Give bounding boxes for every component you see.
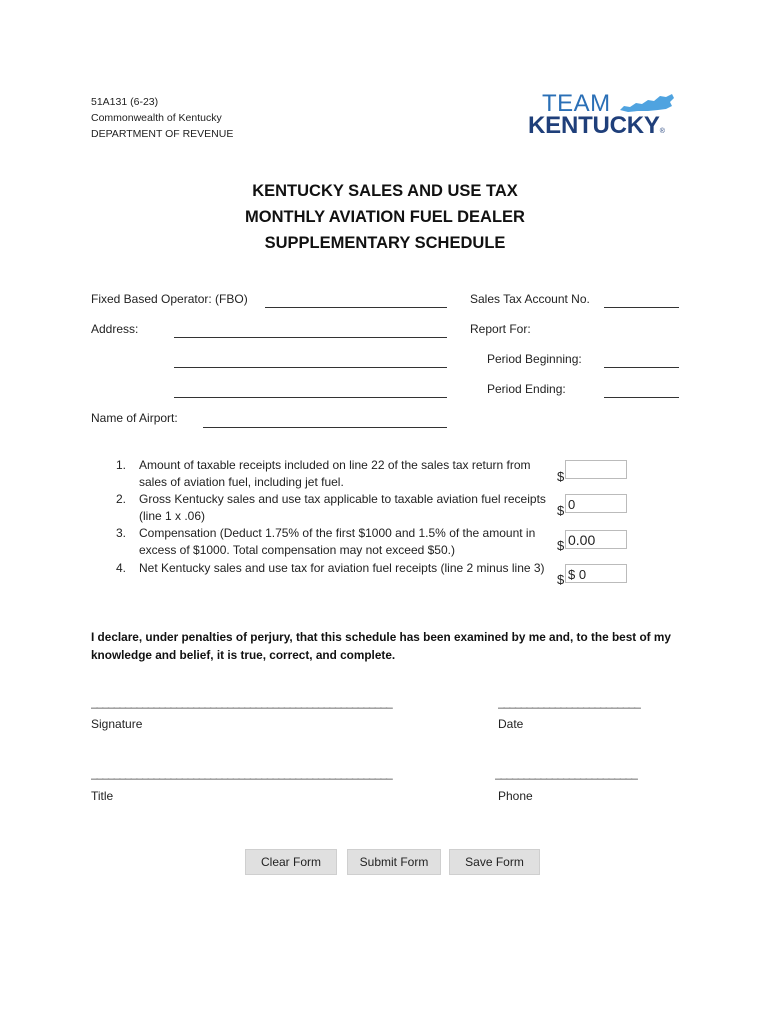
address-input-line-3[interactable] bbox=[174, 397, 447, 398]
signature-line[interactable]: _____________________________________________________ bbox=[91, 695, 392, 709]
item-number: 2. bbox=[116, 492, 127, 506]
submit-form-button[interactable]: Submit Form bbox=[347, 849, 441, 875]
form-number: 51A131 (6-23) bbox=[91, 96, 159, 108]
logo-kentucky-text bbox=[528, 112, 665, 140]
title-line[interactable]: _____________________________________________________ bbox=[91, 766, 392, 780]
fbo-input[interactable] bbox=[265, 307, 447, 308]
date-label: Date bbox=[498, 717, 524, 731]
item-text: Compensation (Deduct 1.75% of the first $1000 and 1.5% of the amount in excess of $1000. Total compensation may not exceed $50.) bbox=[139, 526, 536, 557]
account-label: Sales Tax Account No. bbox=[470, 292, 590, 306]
logo-team-text: TEAM bbox=[542, 90, 611, 117]
list-item bbox=[116, 525, 556, 559]
form-header bbox=[91, 94, 233, 142]
period-end-input[interactable] bbox=[604, 397, 679, 398]
address-label: Address: bbox=[91, 322, 139, 336]
item-text: Net Kentucky sales and use tax for aviation fuel receipts (line 2 minus line 3) bbox=[139, 561, 545, 575]
line-4-amount-field[interactable]: $ 0 bbox=[565, 564, 627, 583]
dollar-sign: $ bbox=[557, 538, 565, 553]
team-kentucky-logo bbox=[528, 90, 680, 140]
item-number: 4. bbox=[116, 561, 127, 575]
title-line-3: SUPPLEMENTARY SCHEDULE bbox=[264, 234, 506, 252]
title-line-2: MONTHLY AVIATION FUEL DEALER bbox=[245, 208, 525, 226]
item-number: 1. bbox=[116, 458, 127, 472]
logo-registered-mark: ® bbox=[659, 128, 665, 135]
phone-line[interactable]: _________________________ bbox=[495, 766, 637, 780]
line-1-amount-field[interactable] bbox=[565, 460, 627, 479]
account-input[interactable] bbox=[604, 307, 679, 308]
phone-label: Phone bbox=[498, 789, 533, 803]
commonwealth-text: Commonwealth of Kentucky bbox=[91, 112, 222, 124]
logo-kentucky-word: KENTUCKY bbox=[528, 112, 660, 139]
signature-label: Signature bbox=[91, 717, 143, 731]
report-for-label: Report For: bbox=[470, 322, 531, 336]
dollar-sign: $ bbox=[557, 503, 565, 518]
address-input-line-2[interactable] bbox=[174, 367, 447, 368]
item-text: Gross Kentucky sales and use tax applicable to taxable aviation fuel receipts (line 1 x .06) bbox=[139, 492, 546, 523]
title-label: Title bbox=[91, 789, 114, 803]
airport-input[interactable] bbox=[203, 427, 447, 428]
dollar-sign: $ bbox=[557, 469, 565, 484]
page-title bbox=[0, 178, 770, 256]
save-form-button[interactable]: Save Form bbox=[449, 849, 540, 875]
line-3-amount-field[interactable]: 0.00 bbox=[565, 530, 627, 549]
list-item bbox=[116, 560, 556, 594]
item-text: Amount of taxable receipts included on line 22 of the sales tax return from sales of aviation fuel, including jet fuel. bbox=[139, 458, 531, 489]
address-input-line-1[interactable] bbox=[174, 337, 447, 338]
fbo-label: Fixed Based Operator: (FBO) bbox=[91, 292, 248, 306]
period-end-label: Period Ending: bbox=[487, 382, 566, 396]
period-begin-label: Period Beginning: bbox=[487, 352, 582, 366]
period-begin-input[interactable] bbox=[604, 367, 679, 368]
clear-form-button[interactable]: Clear Form bbox=[245, 849, 337, 875]
date-line[interactable]: _________________________ bbox=[498, 695, 640, 709]
dollar-sign: $ bbox=[557, 572, 565, 587]
kentucky-state-icon bbox=[618, 92, 676, 114]
list-item bbox=[116, 491, 556, 525]
declaration-text: I declare, under penalties of perjury, that this schedule has been examined by me and, to the best of my knowledge and belief, it is true, correct, and complete. bbox=[91, 630, 671, 662]
airport-label: Name of Airport: bbox=[91, 411, 178, 425]
department-text: DEPARTMENT OF REVENUE bbox=[91, 128, 234, 140]
title-line-1: KENTUCKY SALES AND USE TAX bbox=[252, 182, 518, 200]
list-item bbox=[116, 457, 556, 491]
item-number: 3. bbox=[116, 526, 127, 540]
line-2-amount-field[interactable]: 0 bbox=[565, 494, 627, 513]
